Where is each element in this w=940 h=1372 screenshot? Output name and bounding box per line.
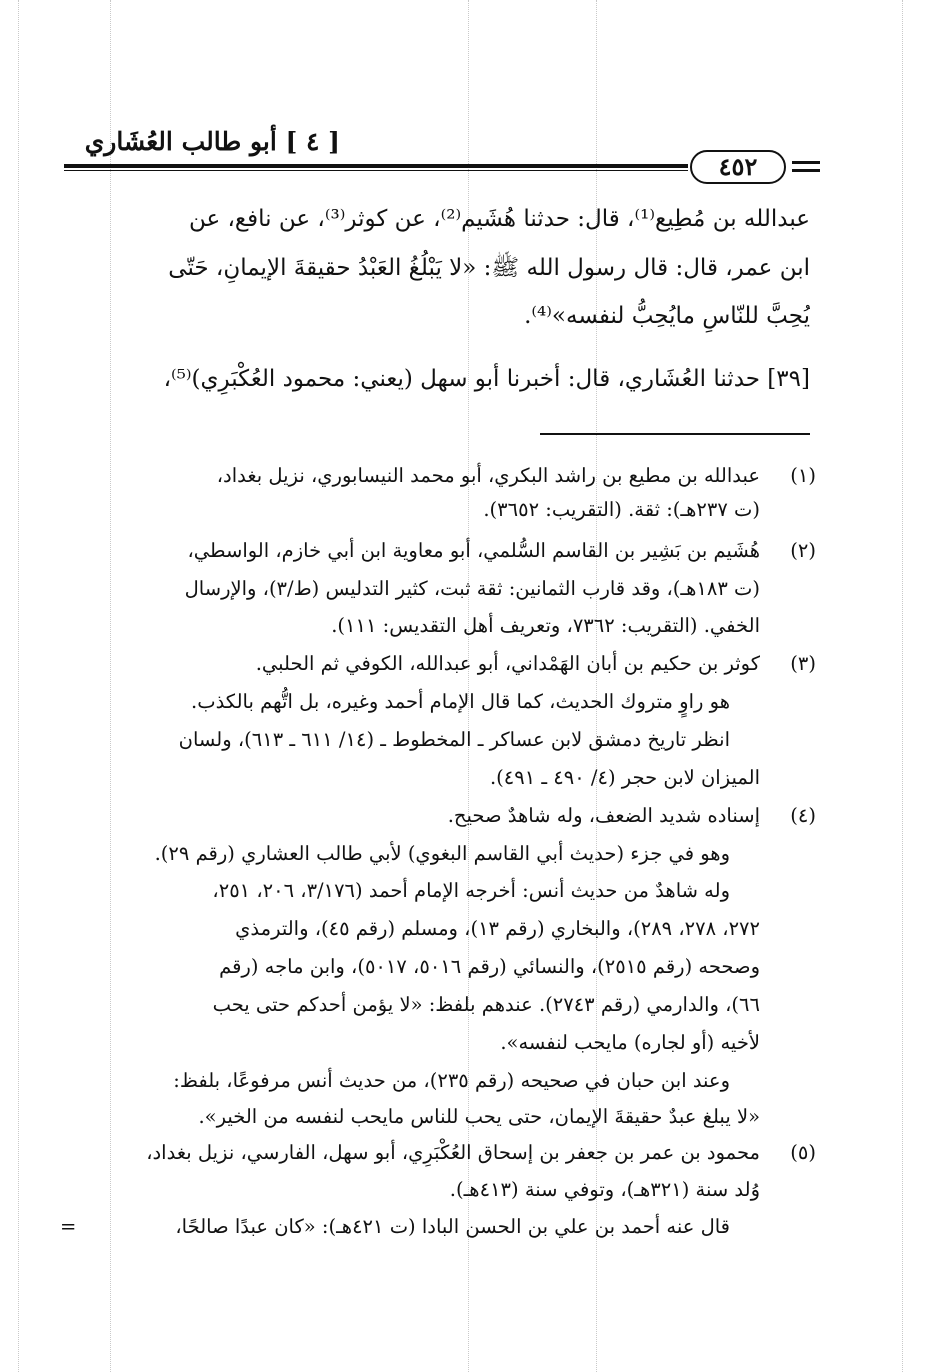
scan-artifact-line <box>18 0 19 1372</box>
footnote-line: انظر تاريخ دمشق لابن عساكر ـ المخطوط ـ (١٤/ ٦١١ ـ ٦١٣)، ولسان <box>178 728 730 751</box>
main-text-line: عبدالله بن مُطِيع⁽¹⁾، قال: حدثنا هُشَيم⁽²⁾، عن كوثر⁽³⁾، عن نافع، عن <box>188 206 810 232</box>
main-text-line: ابن عمر، قال: قال رسول الله ﷺ: «لا يَبْلُغُ العَبْدُ حقيقةَ الإيمانِ، حَتّى <box>168 255 810 281</box>
header-rule <box>792 169 820 172</box>
page-number: ٤٥٢ <box>690 150 786 184</box>
footnote-line: وصححه (رقم ٢٥١٥)، والنسائي (رقم ٥٠١٦، ٥٠١٧)، وابن ماجه (رقم <box>219 955 760 978</box>
footnote-line: عبدالله بن مطيع بن راشد البكري، أبو محمد النيسابوري، نزيل بغداد، <box>216 464 760 487</box>
footnote-number: (١) <box>790 464 816 487</box>
main-text-line: يُحِبَّ للنّاسِ مايُحِبُّ لنفسه»⁽⁴⁾. <box>524 303 810 329</box>
footnote-line: وهو في جزء (حديث أبي القاسم البغوي) لأبي طالب العشاري (رقم ٢٩). <box>154 842 730 865</box>
footnote-line: وله شاهدٌ من حديث أنس: أخرجه الإمام أحمد (٣/١٧٦، ٢٠٦، ٢٥١، <box>212 879 730 902</box>
footnote-line: الميزان لابن حجر (٤/ ٤٩٠ ـ ٤٩١). <box>489 766 760 789</box>
footnote-line: هو راوٍ متروك الحديث، كما قال الإمام أحمد وغيره، بل اتُّهم بالكذب. <box>191 690 730 713</box>
footnote-line: الخفي. (التقريب: ٧٣٦٢، وتعريف أهل التقديس: ١١١). <box>331 614 760 637</box>
book-title: [ ٤ ] أبو طالب العُشَاري <box>84 127 340 156</box>
footnote-line: (ت ٢٣٧هـ): ثقة. (التقريب: ٣٦٥٢). <box>483 498 760 521</box>
footnote-number: (٣) <box>790 652 816 675</box>
footnote-line: هُشَيم بن بَشِير بن القاسم السُّلمي، أبو معاوية ابن أبي خازم، الواسطي، <box>187 539 760 562</box>
footnote-line: قال عنه أحمد بن علي بن الحسن البادا (ت ٤٢١هـ): «كان عبدًا صالحًا، <box>175 1215 730 1238</box>
footnote-line: «لا يبلغ عبدٌ حقيقةَ الإيمان، حتى يحب للناس مايحب لنفسه من الخير». <box>198 1105 760 1128</box>
footnote-line: لأخيه (أو لجاره) مايحب لنفسه». <box>500 1031 760 1054</box>
footnote-number: (٢) <box>790 539 816 562</box>
footnote-line: ٢٧٢، ٢٧٨، ٢٨٩)، والبخاري (رقم ١٣)، ومسلم (رقم ٤٥)، والترمذي <box>235 917 760 940</box>
header-rule <box>64 170 688 171</box>
continuation-mark: = <box>60 1215 77 1238</box>
hadith-39-line: [٣٩] حدثنا العُشَاري، قال: أخبرنا أبو سهل (يعني: محمود العُكْبَرِي)⁽⁵⁾، <box>163 366 810 392</box>
footnote-separator <box>540 433 810 435</box>
footnote-line: كوثر بن حكيم بن أبان الهَمْداني، أبو عبدالله، الكوفي ثم الحلبي. <box>255 652 760 675</box>
footnote-line: إسناده شديد الضعف، وله شاهدٌ صحيح. <box>447 804 760 827</box>
footnote-number: (٤) <box>790 804 816 827</box>
footnote-line: وعند ابن حبان في صحيحه (رقم ٢٣٥)، من حديث أنس مرفوعًا، بلفظ: <box>173 1069 730 1092</box>
header-rule <box>792 161 820 164</box>
header-rule <box>64 164 688 168</box>
footnote-line: ٦٦)، والدارمي (رقم ٢٧٤٣). عندهم بلفظ: «لا يؤمن أحدكم حتى يحب <box>212 993 760 1016</box>
footnote-number: (٥) <box>790 1141 816 1164</box>
footnote-line: وُلد سنة (٣٢١هـ)، وتوفي سنة (٤١٣هـ). <box>449 1178 760 1201</box>
footnote-line: (ت ١٨٣هـ)، وقد قارب الثمانين: ثقة ثبت، كثير التدليس (ط/٣)، والإرسال <box>184 577 760 600</box>
scan-artifact-line <box>902 0 903 1372</box>
footnote-line: محمود بن عمر بن جعفر بن إسحاق العُكْبَرِي، أبو سهل، الفارسي، نزيل بغداد، <box>146 1141 760 1164</box>
